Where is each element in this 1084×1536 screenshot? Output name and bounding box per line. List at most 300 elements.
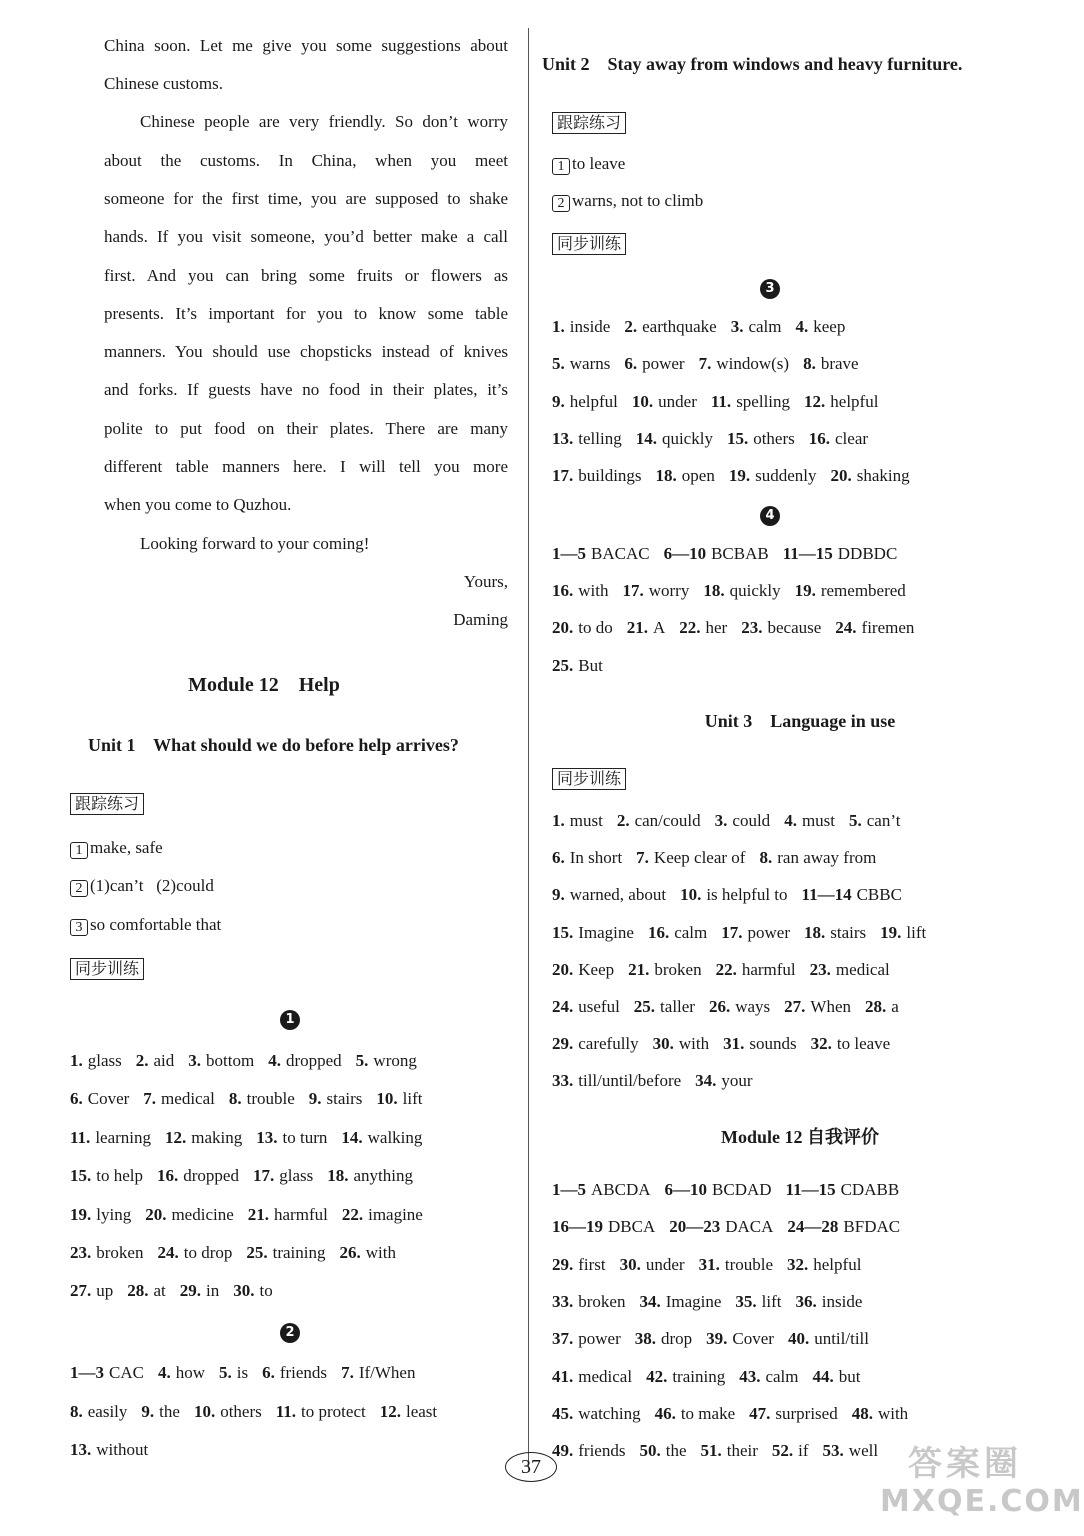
answer-text: watching bbox=[578, 1403, 641, 1423]
answer-number: 18. bbox=[327, 1166, 349, 1186]
tag-sync-training: 同步训练 bbox=[552, 233, 626, 255]
watermark-logo bbox=[880, 1436, 1084, 1526]
answer-number: 4. bbox=[795, 317, 809, 336]
answer-item bbox=[158, 1362, 205, 1384]
answer-row bbox=[552, 1328, 883, 1350]
answer-row bbox=[70, 1439, 162, 1461]
answer-text: power bbox=[747, 922, 790, 942]
answer-number: 6—10 bbox=[664, 1180, 708, 1199]
answer-number: 34. bbox=[639, 1291, 661, 1311]
letter-line: polite to put food on their plates. There are many bbox=[104, 419, 508, 438]
answer-item bbox=[380, 1401, 437, 1423]
answer-item bbox=[141, 1401, 180, 1423]
answer-item bbox=[865, 996, 899, 1018]
answer-item bbox=[165, 1127, 242, 1149]
answer-number: 28. bbox=[865, 997, 887, 1016]
answer-row bbox=[552, 1216, 914, 1238]
answer-item bbox=[634, 996, 695, 1018]
answer-number: 14. bbox=[341, 1127, 363, 1147]
answer-row bbox=[552, 884, 916, 906]
answer-text: warns bbox=[569, 354, 611, 374]
answer-number: 1—5 bbox=[552, 544, 586, 563]
answer-number: 20. bbox=[552, 618, 574, 638]
answer-text: until/till bbox=[814, 1329, 869, 1349]
answer-text: power bbox=[642, 354, 685, 374]
answer-item bbox=[664, 543, 769, 565]
answer-number: 23. bbox=[809, 959, 831, 979]
letter-line: hands. If you visit someone, you’d better make a call bbox=[104, 227, 508, 246]
answer-number: 4. bbox=[784, 811, 797, 830]
answer-item bbox=[127, 1280, 166, 1302]
answer-item bbox=[653, 1033, 709, 1055]
answer-number: 46. bbox=[654, 1403, 676, 1423]
answer-text: calm bbox=[748, 317, 782, 336]
answer-number: 20. bbox=[145, 1204, 167, 1224]
answer-item bbox=[248, 1204, 328, 1226]
answer-text: your bbox=[721, 1071, 753, 1091]
answer-item bbox=[552, 617, 613, 639]
answer-number: 20—23 bbox=[669, 1217, 721, 1237]
answer-text: glass bbox=[279, 1166, 314, 1186]
answer-number: 11. bbox=[275, 1401, 297, 1421]
track-item: 3 so comfortable that bbox=[70, 914, 221, 936]
answer-text: to do bbox=[578, 618, 613, 638]
answer-number: 41. bbox=[552, 1366, 574, 1386]
answer-number: 38. bbox=[634, 1329, 656, 1349]
answer-item bbox=[741, 617, 821, 639]
answer-item bbox=[852, 1403, 908, 1425]
answer-row bbox=[552, 996, 913, 1018]
answer-text: the bbox=[665, 1441, 687, 1461]
answer-text: BCDAD bbox=[712, 1180, 772, 1199]
answer-item bbox=[552, 1179, 651, 1201]
answer-row bbox=[70, 1204, 437, 1226]
answer-item bbox=[70, 1088, 129, 1110]
answer-text: taller bbox=[660, 997, 695, 1016]
answer-row bbox=[552, 1440, 892, 1462]
answer-text: how bbox=[175, 1363, 205, 1382]
answer-number: 21. bbox=[247, 1204, 270, 1224]
answer-number: 20. bbox=[830, 466, 852, 486]
answer-item bbox=[194, 1401, 262, 1423]
answer-item bbox=[648, 922, 707, 944]
answer-number: 36. bbox=[795, 1291, 817, 1311]
answer-row bbox=[552, 580, 920, 602]
item-number: 2 bbox=[552, 195, 570, 212]
answer-text: broken bbox=[96, 1243, 144, 1262]
answer-row bbox=[552, 428, 882, 450]
answer-number: 1. bbox=[70, 1051, 83, 1070]
answer-item bbox=[552, 847, 622, 869]
answer-row bbox=[552, 810, 914, 832]
answer-text: medical bbox=[835, 959, 890, 979]
answer-number: 9. bbox=[552, 885, 565, 905]
answer-text: lift bbox=[906, 922, 927, 942]
answer-item bbox=[70, 1362, 144, 1384]
answer-text: to drop bbox=[183, 1243, 233, 1262]
answer-item bbox=[356, 1050, 417, 1072]
answer-text: at bbox=[153, 1281, 166, 1301]
answer-item bbox=[784, 810, 835, 832]
answer-number: 9. bbox=[552, 391, 565, 411]
answer-item bbox=[788, 1328, 869, 1350]
answer-item bbox=[70, 1242, 143, 1264]
answer-number: 11. bbox=[70, 1127, 91, 1147]
answer-text: least bbox=[405, 1401, 438, 1421]
answer-number: 21. bbox=[626, 618, 648, 638]
answer-text: Cover bbox=[732, 1329, 774, 1349]
answer-text: training bbox=[672, 1366, 726, 1386]
answer-item bbox=[552, 1291, 625, 1313]
answer-text: walking bbox=[367, 1127, 423, 1147]
answer-item bbox=[716, 959, 796, 981]
answer-item bbox=[70, 1204, 131, 1226]
answer-text: their bbox=[726, 1441, 758, 1461]
answer-item bbox=[786, 1179, 900, 1201]
answer-text: harmful bbox=[741, 959, 796, 979]
answer-text: BCBAB bbox=[711, 544, 769, 563]
answer-text: CDABB bbox=[840, 1180, 900, 1199]
answer-number: 19. bbox=[880, 922, 902, 942]
answer-number: 6. bbox=[70, 1089, 83, 1109]
answer-item bbox=[680, 884, 787, 906]
answer-text: But bbox=[578, 655, 603, 675]
answer-number: 17. bbox=[721, 922, 743, 942]
answer-item bbox=[342, 1204, 423, 1226]
answer-number: 11—15 bbox=[782, 544, 833, 563]
answer-number: 16. bbox=[647, 922, 670, 942]
answer-text: lift bbox=[402, 1089, 423, 1109]
answer-text: firemen bbox=[861, 618, 915, 638]
answer-number: 32. bbox=[810, 1034, 832, 1054]
answer-text: to bbox=[259, 1281, 273, 1301]
answer-number: 22. bbox=[715, 959, 737, 979]
answer-item bbox=[552, 1070, 681, 1092]
answer-text: Keep bbox=[578, 959, 615, 979]
answer-item bbox=[830, 465, 909, 487]
page-number: 37 bbox=[505, 1452, 557, 1482]
letter-line: and forks. If guests have no food in their plates, it’s bbox=[104, 380, 508, 399]
answer-item bbox=[620, 1254, 685, 1276]
answer-number: 51. bbox=[700, 1441, 722, 1461]
answer-item bbox=[787, 1254, 861, 1276]
answer-text: aid bbox=[153, 1051, 175, 1070]
answer-text: a bbox=[891, 997, 899, 1016]
answer-number: 6. bbox=[262, 1363, 275, 1382]
answer-text: DDBDC bbox=[837, 544, 898, 563]
answer-item bbox=[715, 810, 771, 832]
unit1-title: Unit 1 What should we do before help arrives? bbox=[88, 735, 459, 755]
letter-line: about the customs. In China, when you meet bbox=[104, 151, 508, 170]
answer-number: 30. bbox=[619, 1254, 641, 1274]
answer-text: must bbox=[801, 811, 835, 830]
letter-line: Looking forward to your coming! bbox=[140, 534, 370, 553]
answer-item bbox=[552, 1216, 655, 1238]
answer-row bbox=[552, 847, 890, 869]
section-marker-icon: 2 bbox=[280, 1323, 300, 1343]
answer-text: helpful bbox=[569, 391, 618, 411]
answer-number: 10. bbox=[376, 1089, 398, 1109]
answer-text: keep bbox=[813, 317, 846, 336]
answer-item bbox=[627, 617, 666, 639]
answer-text: dropped bbox=[183, 1166, 239, 1186]
answer-number: 20. bbox=[552, 959, 574, 979]
letter-line: first. And you can bring some fruits or flowers as bbox=[104, 266, 508, 285]
answer-item bbox=[813, 1366, 861, 1388]
answer-row bbox=[70, 1401, 451, 1423]
answer-item bbox=[552, 580, 608, 602]
answer-item bbox=[701, 1440, 758, 1462]
answer-text: can/could bbox=[634, 811, 701, 830]
answer-text: without bbox=[96, 1440, 149, 1459]
answer-item bbox=[327, 1165, 413, 1187]
answer-number: 11—15 bbox=[785, 1180, 836, 1199]
answer-text: others bbox=[220, 1401, 262, 1421]
answer-number: 47. bbox=[749, 1403, 771, 1423]
answer-row bbox=[552, 353, 873, 375]
answer-text: drop bbox=[660, 1329, 693, 1349]
answer-number: 10. bbox=[680, 885, 702, 905]
answer-number: 19. bbox=[70, 1204, 92, 1224]
answer-item bbox=[721, 922, 790, 944]
answer-number: 5. bbox=[355, 1051, 369, 1070]
answer-text: shaking bbox=[856, 466, 910, 486]
answer-row bbox=[552, 543, 911, 565]
answer-item bbox=[268, 1050, 341, 1072]
answer-item bbox=[229, 1088, 295, 1110]
answer-text: Imagine bbox=[578, 922, 634, 942]
letter-line: different table manners here. I will tell you more bbox=[104, 457, 508, 476]
answer-text: is bbox=[236, 1363, 249, 1382]
answer-number: 2. bbox=[135, 1051, 149, 1070]
answer-text: in bbox=[206, 1281, 220, 1301]
answer-text: under bbox=[658, 391, 697, 411]
answer-text: trouble bbox=[246, 1089, 295, 1109]
answer-text: inside bbox=[569, 317, 611, 336]
answer-text: quickly bbox=[729, 581, 781, 601]
answer-item bbox=[70, 1280, 113, 1302]
answer-item bbox=[835, 617, 914, 639]
answer-number: 14. bbox=[635, 428, 657, 448]
answer-number: 2. bbox=[616, 811, 630, 830]
answer-number: 8. bbox=[70, 1401, 83, 1421]
answer-item bbox=[552, 1440, 625, 1462]
answer-number: 7. bbox=[636, 848, 649, 868]
answer-row bbox=[70, 1050, 431, 1072]
answer-number: 6. bbox=[552, 848, 565, 868]
answer-text: to leave bbox=[836, 1034, 891, 1054]
letter-line: China soon. Let me give you some suggestions about bbox=[104, 36, 508, 55]
answer-number: 25. bbox=[552, 655, 574, 675]
answer-item bbox=[552, 1254, 606, 1276]
answer-text: useful bbox=[578, 997, 620, 1016]
answer-text: spelling bbox=[736, 391, 791, 411]
answer-item bbox=[552, 996, 620, 1018]
answer-text: quickly bbox=[661, 428, 713, 448]
answer-text: clear bbox=[835, 428, 869, 448]
answer-number: 11. bbox=[710, 391, 732, 411]
answer-number: 33. bbox=[552, 1291, 574, 1311]
answer-number: 27. bbox=[70, 1281, 92, 1301]
answer-item bbox=[635, 1328, 692, 1350]
answer-number: 30. bbox=[233, 1281, 255, 1301]
tag-sync-training: 同步训练 bbox=[552, 768, 626, 790]
answer-number: 53. bbox=[822, 1441, 844, 1461]
answer-text: brave bbox=[820, 354, 859, 374]
item-number: 1 bbox=[70, 842, 88, 859]
answer-item bbox=[276, 1401, 366, 1423]
answer-number: 24. bbox=[552, 997, 574, 1016]
answer-text: telling bbox=[578, 428, 622, 448]
answer-text: DACA bbox=[725, 1217, 774, 1237]
letter-closing: Yours, bbox=[463, 572, 508, 591]
answer-item bbox=[552, 353, 610, 375]
answer-item bbox=[735, 1291, 781, 1313]
watermark-text: 答案圈 bbox=[908, 1444, 1022, 1484]
answer-number: 49. bbox=[552, 1441, 574, 1461]
tag-tracking-practice: 跟踪练习 bbox=[552, 112, 626, 134]
answer-number: 17. bbox=[552, 466, 574, 486]
answer-text: surprised bbox=[775, 1403, 838, 1423]
answer-text: Keep clear of bbox=[653, 848, 746, 868]
answer-item bbox=[624, 353, 684, 375]
answer-item bbox=[617, 810, 701, 832]
answer-text: her bbox=[705, 618, 728, 638]
answer-number: 7. bbox=[341, 1363, 354, 1382]
answer-number: 17. bbox=[622, 581, 644, 601]
answer-item bbox=[711, 391, 790, 413]
answer-item bbox=[749, 1403, 838, 1425]
answer-item bbox=[157, 1242, 232, 1264]
tag-sync-training: 同步训练 bbox=[70, 958, 144, 980]
answer-text: carefully bbox=[578, 1034, 639, 1054]
answer-text: ran away from bbox=[777, 848, 877, 868]
answer-text: In short bbox=[569, 848, 623, 868]
answer-text: A bbox=[652, 618, 666, 638]
answer-item bbox=[706, 1328, 774, 1350]
answer-number: 31. bbox=[723, 1034, 745, 1054]
answer-text: can’t bbox=[866, 811, 901, 830]
answer-item bbox=[552, 428, 622, 450]
answer-item bbox=[669, 1216, 773, 1238]
answer-item bbox=[784, 996, 851, 1018]
answer-item bbox=[795, 580, 906, 602]
answer-text: to make bbox=[680, 1403, 736, 1423]
answer-text: sounds bbox=[749, 1034, 797, 1054]
answer-number: 18. bbox=[703, 581, 725, 601]
answer-number: 17. bbox=[252, 1166, 275, 1186]
answer-number: 13. bbox=[256, 1127, 278, 1147]
answer-item bbox=[552, 316, 610, 338]
answer-text: with bbox=[578, 581, 609, 601]
answer-number: 34. bbox=[695, 1071, 717, 1091]
answer-number: 29. bbox=[552, 1254, 574, 1274]
answer-item bbox=[703, 580, 780, 602]
answer-number: 10. bbox=[193, 1401, 216, 1421]
answer-text: ABCDA bbox=[591, 1180, 651, 1199]
answer-item bbox=[136, 1050, 175, 1072]
answer-number: 6—10 bbox=[663, 544, 707, 563]
answer-number: 1. bbox=[552, 811, 565, 830]
answer-text: with bbox=[678, 1034, 710, 1054]
answer-item bbox=[552, 1366, 632, 1388]
answer-text: friends bbox=[578, 1441, 626, 1461]
answer-item bbox=[70, 1165, 143, 1187]
answer-number: 1—5 bbox=[552, 1180, 586, 1199]
answer-row bbox=[552, 1179, 913, 1201]
answer-text: warned, about bbox=[569, 885, 667, 905]
answer-text: learning bbox=[95, 1127, 152, 1147]
answer-text: wrong bbox=[373, 1051, 417, 1070]
letter-line: Chinese people are very friendly. So don’t worry bbox=[140, 112, 508, 131]
answer-number: 31. bbox=[698, 1254, 720, 1274]
answer-text: Cover bbox=[87, 1089, 130, 1109]
answer-text: lift bbox=[761, 1291, 782, 1311]
answer-text: ways bbox=[735, 997, 771, 1016]
answer-number: 24. bbox=[157, 1243, 179, 1262]
answer-row bbox=[552, 391, 892, 413]
answer-number: 5. bbox=[849, 811, 862, 830]
answer-text: harmful bbox=[274, 1204, 328, 1224]
answer-item bbox=[723, 1033, 796, 1055]
answer-number: 23. bbox=[70, 1243, 92, 1262]
answer-text: others bbox=[753, 428, 795, 448]
answer-item bbox=[695, 1070, 752, 1092]
answer-item bbox=[70, 1050, 122, 1072]
answer-item bbox=[552, 959, 614, 981]
answer-number: 35. bbox=[735, 1291, 757, 1311]
answer-number: 4. bbox=[268, 1051, 281, 1070]
answer-item bbox=[796, 1291, 863, 1313]
answer-row bbox=[552, 465, 924, 487]
tag-tracking-practice: 跟踪练习 bbox=[70, 793, 144, 815]
answer-number: 2. bbox=[624, 317, 638, 336]
answer-number: 3. bbox=[730, 317, 744, 336]
answer-text: If/When bbox=[358, 1363, 416, 1382]
answer-text: till/until/before bbox=[578, 1071, 682, 1091]
answer-row bbox=[552, 1070, 767, 1092]
answer-row bbox=[552, 617, 928, 639]
answer-number: 22. bbox=[679, 618, 701, 638]
answer-text: easily bbox=[87, 1401, 128, 1421]
answer-text: earthquake bbox=[642, 317, 717, 336]
answer-row bbox=[552, 1366, 874, 1388]
answer-number: 1. bbox=[552, 317, 565, 336]
answer-text: to protect bbox=[301, 1401, 366, 1421]
answer-number: 12. bbox=[379, 1401, 401, 1421]
answer-item bbox=[639, 1440, 686, 1462]
answer-text: trouble bbox=[724, 1254, 774, 1274]
answer-item bbox=[656, 465, 715, 487]
answer-number: 37. bbox=[552, 1329, 574, 1349]
answer-number: 3. bbox=[714, 811, 728, 830]
answer-item bbox=[787, 1216, 900, 1238]
letter-signature: Daming bbox=[453, 610, 508, 629]
answer-number: 42. bbox=[646, 1366, 668, 1386]
answer-number: 11—14 bbox=[801, 885, 852, 905]
answer-text: broken bbox=[654, 959, 702, 979]
answer-number: 5. bbox=[219, 1363, 232, 1382]
answer-text: worry bbox=[648, 581, 690, 601]
answer-number: 10. bbox=[631, 391, 654, 411]
answer-item bbox=[731, 316, 782, 338]
answer-item bbox=[804, 391, 878, 413]
answer-text: imagine bbox=[368, 1204, 423, 1224]
answer-item bbox=[802, 884, 902, 906]
answer-number: 25. bbox=[246, 1243, 268, 1262]
answer-item bbox=[823, 1440, 879, 1462]
answer-row bbox=[70, 1127, 436, 1149]
